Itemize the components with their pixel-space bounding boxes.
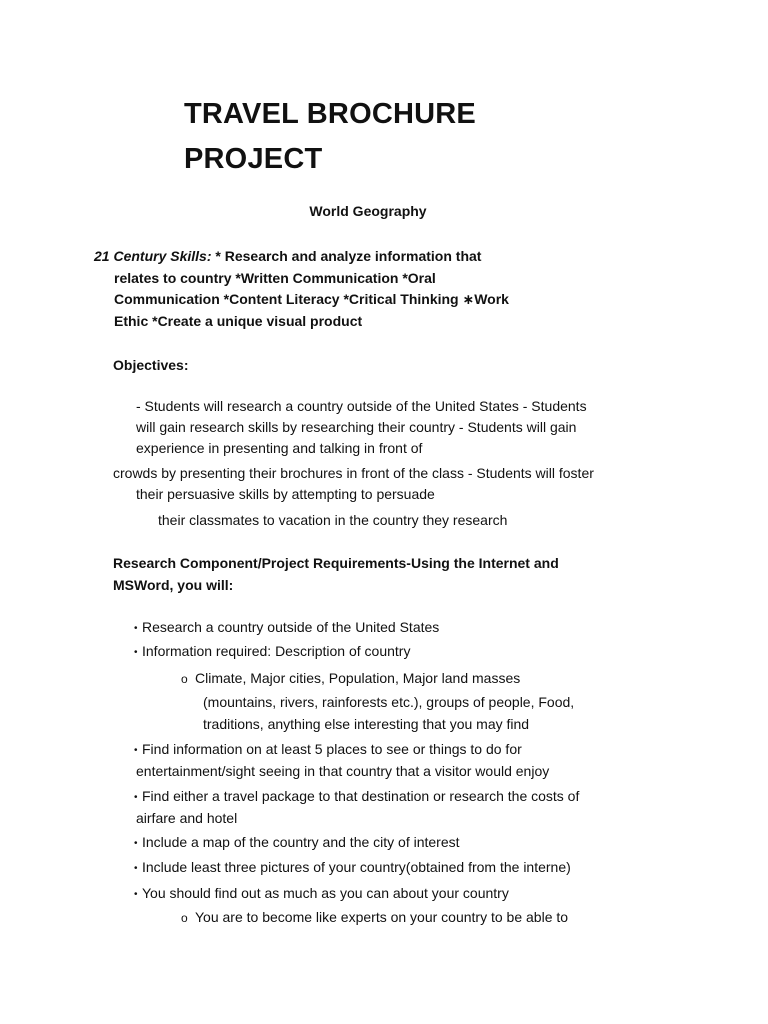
sub-list-item: o Climate, Major cities, Population, Major land masses [181, 667, 520, 690]
research-heading [113, 552, 633, 596]
circle-bullet-icon: o [181, 911, 188, 925]
list-item: • Research a country outside of the United States [134, 616, 439, 641]
bullet-icon: • [134, 889, 138, 900]
skills-line-3: Communication *Content Literacy *Critical Thinking ∗Work [114, 291, 509, 307]
bullet-icon: • [134, 838, 138, 849]
skills-line-4: Ethic *Create a unique visual product [114, 312, 363, 329]
circle-bullet-icon: o [181, 672, 188, 686]
objectives-line: their persuasive skills by attempting to persuade [136, 486, 435, 502]
bullet-icon: • [134, 647, 138, 658]
list-item: • Include least three pictures of your country(obtained from the interne) [134, 856, 571, 881]
objectives-line: will gain research skills by researching their country - Students will gain [136, 419, 577, 435]
skills-line-2: relates to country *Written Communication *Oral [114, 269, 436, 286]
century-skills-paragraph [94, 246, 554, 332]
list-item-continued: entertainment/sight seeing in that country that a visitor would enjoy [136, 763, 550, 779]
objectives-line: crowds by presenting their brochures in front of the class - Students will foster [113, 465, 594, 481]
sub-list-item-continued: (mountains, rivers, rainforests etc.), groups of people, Food, [203, 694, 575, 710]
course-subtitle: World Geography [309, 203, 427, 219]
sub-list-item: o You are to become like experts on your country to be able to [181, 906, 568, 929]
research-heading-line-2: MSWord, you will: [113, 577, 234, 593]
bullet-icon: • [134, 745, 138, 756]
title-line-1: TRAVEL BROCHURE [184, 98, 476, 130]
list-item: • Find information on at least 5 places to see or things to do for [134, 738, 522, 763]
skills-label: 21 Century Skills: [94, 248, 212, 264]
list-item: • Information required: Description of country [134, 640, 410, 665]
list-item: • Include a map of the country and the city of interest [134, 831, 460, 856]
list-item-continued: airfare and hotel [136, 810, 238, 826]
skills-line-1: * Research and analyze information that [211, 248, 482, 264]
list-item: • You should find out as much as you can about your country [134, 882, 509, 907]
bullet-icon: • [134, 623, 138, 634]
objectives-line: experience in presenting and talking in front of [136, 440, 423, 456]
page-title [184, 92, 476, 182]
title-line-2: PROJECT [184, 143, 323, 175]
objectives-line: - Students will research a country outside of the United States - Students [136, 398, 587, 414]
list-item: • Find either a travel package to that destination or research the costs of [134, 785, 579, 810]
research-heading-line-1: Research Component/Project Requirements-Using the Internet and [113, 555, 559, 571]
bullet-icon: • [134, 863, 138, 874]
objectives-heading: Objectives: [113, 357, 189, 373]
objectives-line: their classmates to vacation in the country they research [158, 512, 508, 528]
sub-list-item-continued: traditions, anything else interesting that you may find [203, 716, 530, 732]
bullet-icon: • [134, 792, 138, 803]
